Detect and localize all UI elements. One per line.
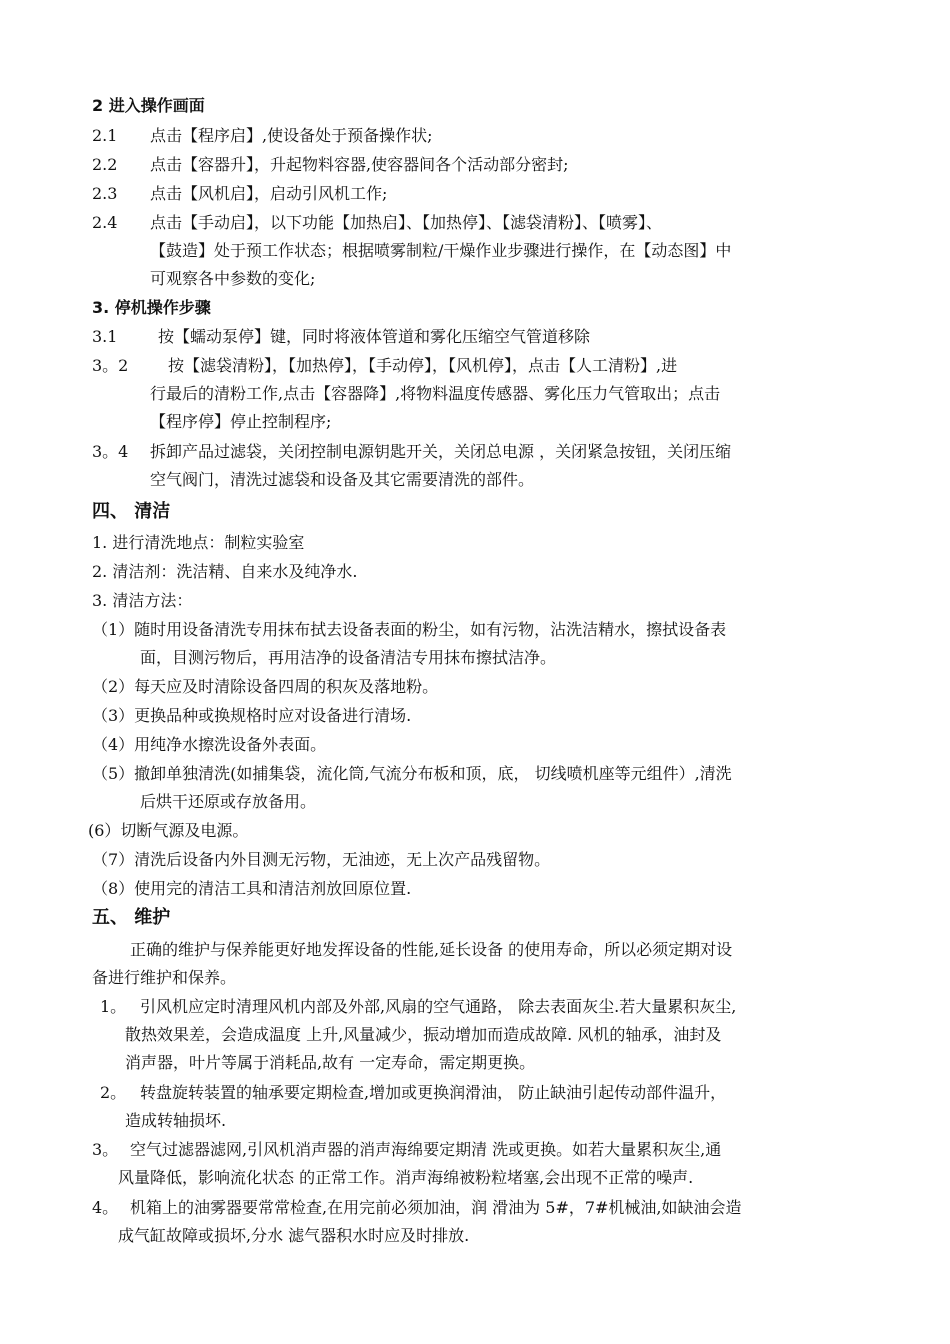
- item-3-4-num: 3。4: [92, 442, 129, 461]
- item-5-3-text: 风量降低，影响流化状态 的正常工作。消声海绵被粉粒堵塞,会出现不正常的噪声.: [118, 1168, 694, 1187]
- maintenance-intro: 正确的维护与保养能更好地发挥设备的性能,延长设备 的使用寿命，所以必须定期对设: [130, 940, 733, 959]
- item-5-3-text: 空气过滤器滤网,引风机消声器的消声海绵要定期清 洗或更换。如若大量累积灰尘,通: [130, 1140, 722, 1159]
- item-3-2-text: 【程序停】停止控制程序;: [150, 412, 332, 431]
- item-5-1-text: 散热效果差，会造成温度 上升,风量减少，振动增加而造成故障. 风机的轴承，油封及: [125, 1025, 722, 1044]
- item-2-2-text: 点击【容器升】，升起物料容器,使容器间各个活动部分密封;: [150, 155, 569, 174]
- section-2-title: 2 进入操作画面: [92, 96, 205, 115]
- clean-step: 面，目测污物后，再用洁净的设备清洁专用抹布擦拭洁净。: [140, 648, 557, 667]
- item-2-4-text: 【鼓造】处于预工作状态；根据喷雾制粒/干燥作业步骤进行操作，在【动态图】中: [150, 241, 732, 260]
- section-5-title: 五、 维护: [92, 907, 171, 928]
- maintenance-intro: 备进行维护和保养。: [92, 968, 237, 987]
- clean-step: （7）清洗后设备内外目测无污物，无油迹，无上次产品残留物。: [92, 850, 551, 869]
- item-3-2-num: 3。2: [92, 356, 129, 375]
- item-3-1-num: 3.1: [92, 327, 118, 346]
- item-3-2-text: 行最后的清粉工作,点击【容器降】,将物料温度传感器、雾化压力气管取出；点击: [150, 384, 721, 403]
- clean-step: （8）使用完的清洁工具和清洁剂放回原位置.: [92, 879, 412, 898]
- item-5-1-text: 消声器，叶片等属于消耗品,故有 一定寿命，需定期更换。: [125, 1053, 536, 1072]
- item-5-3-num: 3。: [92, 1140, 119, 1159]
- item-3-1-text: 按【蠕动泵停】键，同时将液体管道和雾化压缩空气管道移除: [158, 327, 591, 346]
- item-3-2-text: 按【滤袋清粉】，【加热停】，【手动停】，【风机停】，点击【人工清粉】,进: [168, 356, 678, 375]
- item-5-4-text: 成气缸故障或损坏,分水 滤气器积水时应及时排放.: [118, 1226, 470, 1245]
- clean-step: (6）切断气源及电源。: [88, 821, 249, 840]
- clean-item: 1. 进行清洗地点：制粒实验室: [92, 533, 305, 552]
- item-2-1-text: 点击【程序启】,使设备处于预备操作状;: [150, 126, 433, 145]
- item-3-4-text: 拆卸产品过滤袋，关闭控制电源钥匙开关，关闭总电源 ，关闭紧急按钮，关闭压缩: [150, 442, 732, 461]
- item-2-4-num: 2.4: [92, 213, 118, 232]
- item-2-3-text: 点击【风机启】，启动引风机工作;: [150, 184, 388, 203]
- item-5-1-text: 引风机应定时清理风机内部及外部,风扇的空气通路， 除去表面灰尘.若大量累积灰尘,: [140, 997, 737, 1016]
- clean-step: （4）用纯净水擦洗设备外表面。: [92, 735, 327, 754]
- clean-step: （5）撤卸单独清洗(如捕集袋，流化筒,气流分布板和顶，底， 切线喷机座等元组件）,清洗: [92, 764, 732, 783]
- item-5-2-num: 2。: [100, 1083, 127, 1102]
- section-3-title: 3. 停机操作步骤: [92, 298, 211, 317]
- item-2-4-text: 点击【手动启】，以下功能【加热启】、【加热停】、【滤袋清粉】、【喷雾】、: [150, 213, 663, 232]
- item-5-4-text: 机箱上的油雾器要常常检查,在用完前必须加油，润 滑油为 5#，7#机械油,如缺油会造: [130, 1198, 742, 1217]
- item-5-4-num: 4。: [92, 1198, 119, 1217]
- clean-step: （3）更换品种或换规格时应对设备进行清场.: [92, 706, 412, 725]
- clean-step: 后烘干还原或存放备用。: [140, 792, 317, 811]
- clean-step: （2）每天应及时清除设备四周的积灰及落地粉。: [92, 677, 439, 696]
- item-2-4-text: 可观察各中参数的变化;: [150, 269, 316, 288]
- clean-step: （1）随时用设备清洗专用抹布拭去设备表面的粉尘，如有污物，沾洗洁精水，擦拭设备表: [92, 620, 727, 639]
- clean-item: 3. 清洁方法：: [92, 591, 193, 610]
- section-4-title: 四、 清洁: [92, 501, 171, 522]
- clean-item: 2. 清洁剂：洗洁精、自来水及纯净水.: [92, 562, 358, 581]
- item-5-2-text: 转盘旋转装置的轴承要定期检查,增加或更换润滑油， 防止缺油引起传动部件温升，: [140, 1083, 727, 1102]
- item-2-3-num: 2.3: [92, 184, 118, 203]
- item-5-1-num: 1。: [100, 997, 127, 1016]
- item-5-2-text: 造成转轴损坏.: [125, 1111, 227, 1130]
- item-2-2-num: 2.2: [92, 155, 118, 174]
- item-3-4-text: 空气阀门，清洗过滤袋和设备及其它需要清洗的部件。: [150, 470, 535, 489]
- item-2-1-num: 2.1: [92, 126, 118, 145]
